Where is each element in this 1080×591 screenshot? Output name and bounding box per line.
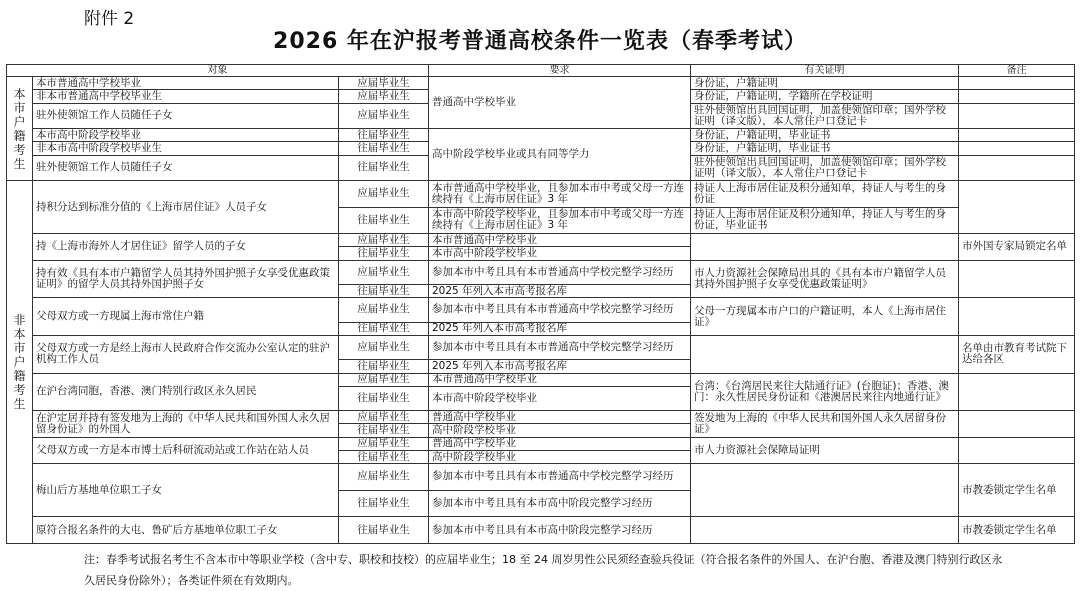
requirement-cell: 普通高中学校毕业 [429, 437, 691, 450]
student-type-cell: 应届毕业生 [339, 411, 429, 424]
target-cell: 持有效《具有本市户籍留学人员其持外国护照子女享受优惠政策证明》的留学人员其持外国护照子女 [33, 260, 339, 298]
target-cell: 驻外使领馆工作人员随任子女 [33, 103, 339, 128]
proof-cell: 市人力资源社会保障局出具的《具有本市户籍留学人员其持外国护照子女享受优惠政策证明》 [691, 260, 959, 298]
annex-label: 附件 2 [84, 9, 135, 29]
table-row [7, 335, 1075, 359]
requirement-cell: 参加本市中考且具有本市高中阶段完整学习经历 [429, 517, 691, 544]
student-type-cell: 应届毕业生 [339, 260, 429, 284]
student-type-cell: 应届毕业生 [339, 181, 429, 208]
header-proof: 有关证明 [691, 65, 959, 77]
requirement-cell: 本市普通高中学校毕业 [429, 234, 691, 247]
requirement-cell: 2025 年列入本市高考报名库 [429, 285, 691, 298]
student-type-cell: 往届毕业生 [339, 247, 429, 260]
remark-cell [959, 129, 1075, 142]
student-type-cell: 往届毕业生 [339, 517, 429, 544]
requirement-cell: 本市高中阶段学校毕业，且参加本市中考或父母一方连续持有《上海市居住证》3 年 [429, 207, 691, 234]
student-type-cell: 往届毕业生 [339, 142, 429, 155]
remark-cell [959, 155, 1075, 180]
student-type-cell: 应届毕业生 [339, 234, 429, 247]
table-row [7, 234, 1075, 247]
remark-cell [959, 103, 1075, 128]
remark-cell: 市教委锁定学生名单 [959, 464, 1075, 517]
target-cell: 父母双方或一方现属上海市常住户籍 [33, 298, 339, 336]
remark-cell [959, 260, 1075, 298]
requirement-cell: 高中阶段学校毕业或具有同等学力 [429, 129, 691, 181]
remark-cell [959, 77, 1075, 90]
student-type-cell: 应届毕业生 [339, 77, 429, 90]
requirement-cell: 本市高中阶段学校毕业 [429, 247, 691, 260]
table-row [7, 411, 1075, 424]
proof-cell [691, 234, 959, 261]
conditions-table [6, 64, 1075, 544]
requirement-cell: 参加本市中考且具有本市普通高中学校完整学习经历 [429, 298, 691, 322]
requirement-cell: 参加本市中考且具有本市普通高中学校完整学习经历 [429, 260, 691, 284]
student-type-cell: 往届毕业生 [339, 322, 429, 335]
student-type-cell: 往届毕业生 [339, 424, 429, 437]
header-remark: 备注 [959, 65, 1075, 77]
proof-cell [691, 464, 959, 517]
category-nonlocal: 非本市户籍考生 [7, 181, 33, 544]
remark-cell: 名单由市教育考试院下达给各区 [959, 335, 1075, 373]
student-type-cell: 往届毕业生 [339, 386, 429, 410]
remark-cell [959, 90, 1075, 103]
remark-cell: 市外国专家局锁定名单 [959, 234, 1075, 261]
requirement-cell: 本市普通高中学校毕业 [429, 373, 691, 386]
proof-cell: 台湾：《台湾居民来往大陆通行证》(台胞证)；香港、澳门：永久性居民身份证和《港澳居民来往内地通行证》 [691, 373, 959, 411]
student-type-cell: 往届毕业生 [339, 207, 429, 234]
proof-cell: 身份证，户籍证明，毕业证书 [691, 129, 959, 142]
target-cell: 非本市普通高中学校毕业生 [33, 90, 339, 103]
target-cell: 驻外使领馆工作人员随任子女 [33, 155, 339, 180]
requirement-cell: 本市普通高中学校毕业，且参加本市中考或父母一方连续持有《上海市居住证》3 年 [429, 181, 691, 208]
proof-cell: 身份证，户籍证明 [691, 77, 959, 90]
proof-cell: 驻外使领馆出具回国证明，加盖使领馆印章；国外学校证明（译文版），本人常住户口登记卡 [691, 103, 959, 128]
student-type-cell: 应届毕业生 [339, 298, 429, 322]
requirement-cell: 2025 年列入本市高考报名库 [429, 360, 691, 373]
table-row [7, 437, 1075, 450]
requirement-cell: 参加本市中考且具有本市普通高中学校完整学习经历 [429, 464, 691, 491]
requirement-cell: 参加本市中考且具有本市高中阶段完整学习经历 [429, 490, 691, 517]
proof-cell [691, 517, 959, 544]
student-type-cell: 往届毕业生 [339, 155, 429, 180]
proof-cell [691, 335, 959, 373]
table-row [7, 373, 1075, 386]
footnote: 注：春季考试报名考生不含本市中等职业学校（含中专、职校和技校）的应届毕业生；18 至 24 周岁男性公民须经查验兵役证（符合报名条件的外国人、在沪台胞、香港及澳门特别行政区永久居民身份除外）；各类证件须在有效期内。 [84, 553, 1003, 587]
page-title: 2026 年在沪报考普通高校条件一览表（春季考试） [273, 29, 807, 54]
proof-cell: 驻外使领馆出具回国证明，加盖使领馆印章；国外学校证明（译文版），本人常住户口登记卡 [691, 155, 959, 180]
table-header-row [7, 65, 1075, 77]
target-cell: 原符合报名条件的大屯、鲁矿后方基地单位职工子女 [33, 517, 339, 544]
target-cell: 非本市高中阶段学校毕业生 [33, 142, 339, 155]
remark-cell [959, 373, 1075, 411]
student-type-cell: 应届毕业生 [339, 103, 429, 128]
proof-cell: 持证人上海市居住证及积分通知单，持证人与考生的身份证 [691, 181, 959, 208]
student-type-cell: 往届毕业生 [339, 450, 429, 463]
proof-cell: 持证人上海市居住证及积分通知单，持证人与考生的身份证，毕业证书 [691, 207, 959, 234]
proof-cell: 市人力资源社会保障局证明 [691, 437, 959, 464]
table-row [7, 181, 1075, 208]
requirement-cell: 高中阶段学校毕业 [429, 424, 691, 437]
header-target: 对象 [7, 65, 429, 77]
target-cell: 梅山后方基地单位职工子女 [33, 464, 339, 517]
requirement-cell: 高中阶段学校毕业 [429, 450, 691, 463]
proof-cell: 身份证，户籍证明，学籍所在学校证明 [691, 90, 959, 103]
target-cell: 持《上海市海外人才居住证》留学人员的子女 [33, 234, 339, 261]
requirement-cell: 普通高中学校毕业 [429, 411, 691, 424]
header-requirement: 要求 [429, 65, 691, 77]
remark-cell [959, 142, 1075, 155]
target-cell: 在沪定居并持有签发地为上海的《中华人民共和国外国人永久居留身份证》的外国人 [33, 411, 339, 438]
proof-cell: 父母一方现属本市户口的户籍证明，本人《上海市居住证》 [691, 298, 959, 336]
requirement-cell: 本市高中阶段学校毕业 [429, 386, 691, 410]
target-cell: 持积分达到标准分值的《上海市居住证》人员子女 [33, 181, 339, 234]
student-type-cell: 应届毕业生 [339, 335, 429, 359]
target-cell: 父母双方或一方是经上海市人民政府合作交流办公室认定的驻沪机构工作人员 [33, 335, 339, 373]
table-row [7, 464, 1075, 491]
remark-cell [959, 437, 1075, 464]
remark-cell [959, 411, 1075, 438]
remark-cell [959, 298, 1075, 336]
proof-cell: 签发地为上海的《中华人民共和国外国人永久居留身份证》 [691, 411, 959, 438]
target-cell: 父母双方或一方是本市博士后科研流动站或工作站在站人员 [33, 437, 339, 464]
student-type-cell: 往届毕业生 [339, 285, 429, 298]
remark-cell [959, 181, 1075, 234]
requirement-cell: 2025 年列入本市高考报名库 [429, 322, 691, 335]
table-row [7, 129, 1075, 142]
student-type-cell: 应届毕业生 [339, 437, 429, 450]
requirement-cell: 普通高中学校毕业 [429, 77, 691, 129]
proof-cell: 身份证，户籍证明，毕业证书 [691, 142, 959, 155]
table-row [7, 260, 1075, 284]
target-cell: 在沪台湾同胞，香港、澳门特别行政区永久居民 [33, 373, 339, 411]
category-local: 本市户籍考生 [7, 77, 33, 181]
table-row [7, 298, 1075, 322]
student-type-cell: 应届毕业生 [339, 90, 429, 103]
student-type-cell: 应届毕业生 [339, 464, 429, 491]
requirement-cell: 参加本市中考且具有本市普通高中学校完整学习经历 [429, 335, 691, 359]
target-cell: 本市普通高中学校毕业 [33, 77, 339, 90]
table-row [7, 77, 1075, 90]
student-type-cell: 应届毕业生 [339, 373, 429, 386]
target-cell: 本市高中阶段学校毕业 [33, 129, 339, 142]
student-type-cell: 往届毕业生 [339, 360, 429, 373]
remark-cell: 市教委锁定学生名单 [959, 517, 1075, 544]
table-row [7, 517, 1075, 544]
student-type-cell: 往届毕业生 [339, 129, 429, 142]
student-type-cell: 往届毕业生 [339, 490, 429, 517]
